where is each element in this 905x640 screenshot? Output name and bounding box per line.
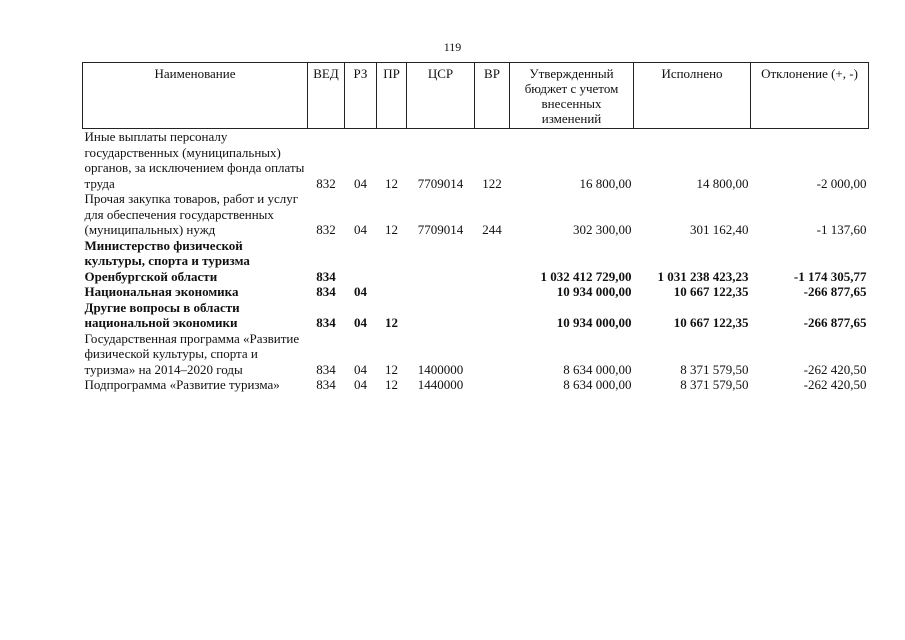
cell-rz: 04 — [354, 315, 367, 330]
cell-executed: 1 031 238 423,23 — [657, 268, 749, 284]
cell-vr: 244 — [482, 222, 502, 237]
table-row — [83, 377, 869, 393]
cell-ved: 834 — [316, 361, 336, 377]
cell-rz: 04 — [354, 284, 367, 299]
cell-vr — [475, 331, 510, 378]
header-rz: РЗ — [345, 63, 377, 129]
cell-deviation: -266 877,65 — [803, 315, 867, 330]
header-executed: Исполнено — [634, 63, 751, 129]
table-row — [83, 238, 869, 285]
table-header-row — [83, 63, 869, 129]
cell-csr — [407, 238, 475, 285]
cell-deviation: -2 000,00 — [816, 175, 867, 191]
cell-rz: 04 — [354, 377, 367, 392]
table-row — [83, 300, 869, 331]
cell-rz: 04 — [354, 222, 367, 237]
cell-executed: 8 371 579,50 — [680, 361, 749, 377]
cell-approved: 8 634 000,00 — [563, 361, 632, 377]
table-row — [83, 284, 869, 300]
cell-name: Прочая закупка товаров, работ и услуг для обеспечения государственных (муниципальных) нужд — [84, 191, 299, 237]
table-row — [83, 331, 869, 378]
header-approved: Утвержденный бюджет с учетом внесенных изменений — [510, 63, 634, 129]
header-vr: ВР — [475, 63, 510, 129]
header-deviation: Отклонение (+, -) — [751, 63, 869, 129]
cell-name: Другие вопросы в области национальной экономики — [84, 299, 240, 330]
cell-ved: 834 — [316, 377, 336, 392]
table-row — [83, 191, 869, 238]
cell-ved: 834 — [316, 315, 336, 330]
cell-deviation: -1 137,60 — [816, 222, 867, 237]
cell-executed: 301 162,40 — [690, 222, 749, 237]
cell-csr: 7709014 — [417, 175, 464, 191]
cell-name: Национальная экономика — [84, 284, 239, 299]
cell-vr: 122 — [482, 175, 502, 191]
cell-pr — [377, 284, 407, 300]
cell-csr — [407, 300, 475, 331]
cell-csr: 7709014 — [417, 222, 464, 237]
cell-deviation: -262 420,50 — [803, 377, 867, 392]
cell-vr — [475, 377, 510, 393]
header-name: Наименование — [83, 63, 308, 129]
cell-pr: 12 — [385, 377, 398, 392]
cell-executed: 10 667 122,35 — [673, 315, 749, 330]
cell-executed: 14 800,00 — [696, 175, 749, 191]
header-csr: ЦСР — [407, 63, 475, 129]
cell-executed: 8 371 579,50 — [680, 377, 749, 392]
cell-csr: 1400000 — [417, 361, 464, 377]
cell-executed: 10 667 122,35 — [673, 284, 749, 299]
table-row — [83, 129, 869, 192]
cell-ved: 832 — [316, 175, 336, 191]
page-number: 119 — [443, 40, 462, 54]
cell-pr — [377, 238, 407, 285]
cell-rz: 04 — [354, 175, 367, 191]
cell-approved: 10 934 000,00 — [556, 284, 632, 299]
cell-csr: 1440000 — [417, 377, 464, 392]
cell-rz: 04 — [354, 361, 367, 377]
cell-csr — [407, 284, 475, 300]
cell-rz — [345, 238, 377, 285]
cell-vr — [475, 238, 510, 285]
cell-deviation: -1 174 305,77 — [793, 268, 867, 284]
cell-vr — [475, 300, 510, 331]
cell-approved: 302 300,00 — [573, 222, 632, 237]
header-ved: ВЕД — [308, 63, 345, 129]
cell-pr: 12 — [385, 361, 398, 377]
cell-approved: 8 634 000,00 — [563, 377, 632, 392]
cell-approved: 1 032 412 729,00 — [540, 268, 632, 284]
cell-pr: 12 — [385, 175, 398, 191]
cell-ved: 834 — [316, 284, 336, 299]
cell-ved: 832 — [316, 222, 336, 237]
cell-pr: 12 — [385, 315, 398, 330]
cell-name: Министерство физической культуры, спорта и туризма Оренбургской области — [84, 237, 250, 284]
header-pr: ПР — [377, 63, 407, 129]
cell-approved: 10 934 000,00 — [556, 315, 632, 330]
cell-ved: 834 — [316, 268, 336, 284]
cell-name: Иные выплаты персоналу государственных (муниципальных) органов, за исключением фонда оплаты труда — [84, 129, 305, 191]
cell-pr: 12 — [385, 222, 398, 237]
cell-name: Государственная программа «Развитие физической культуры, спорта и туризма» на 2014–2020 годы — [84, 330, 300, 377]
cell-deviation: -266 877,65 — [803, 284, 867, 299]
budget-table — [82, 62, 869, 393]
cell-name: Подпрограмма «Развитие туризма» — [84, 377, 280, 392]
cell-approved: 16 800,00 — [579, 175, 632, 191]
cell-deviation: -262 420,50 — [803, 361, 867, 377]
cell-vr — [475, 284, 510, 300]
